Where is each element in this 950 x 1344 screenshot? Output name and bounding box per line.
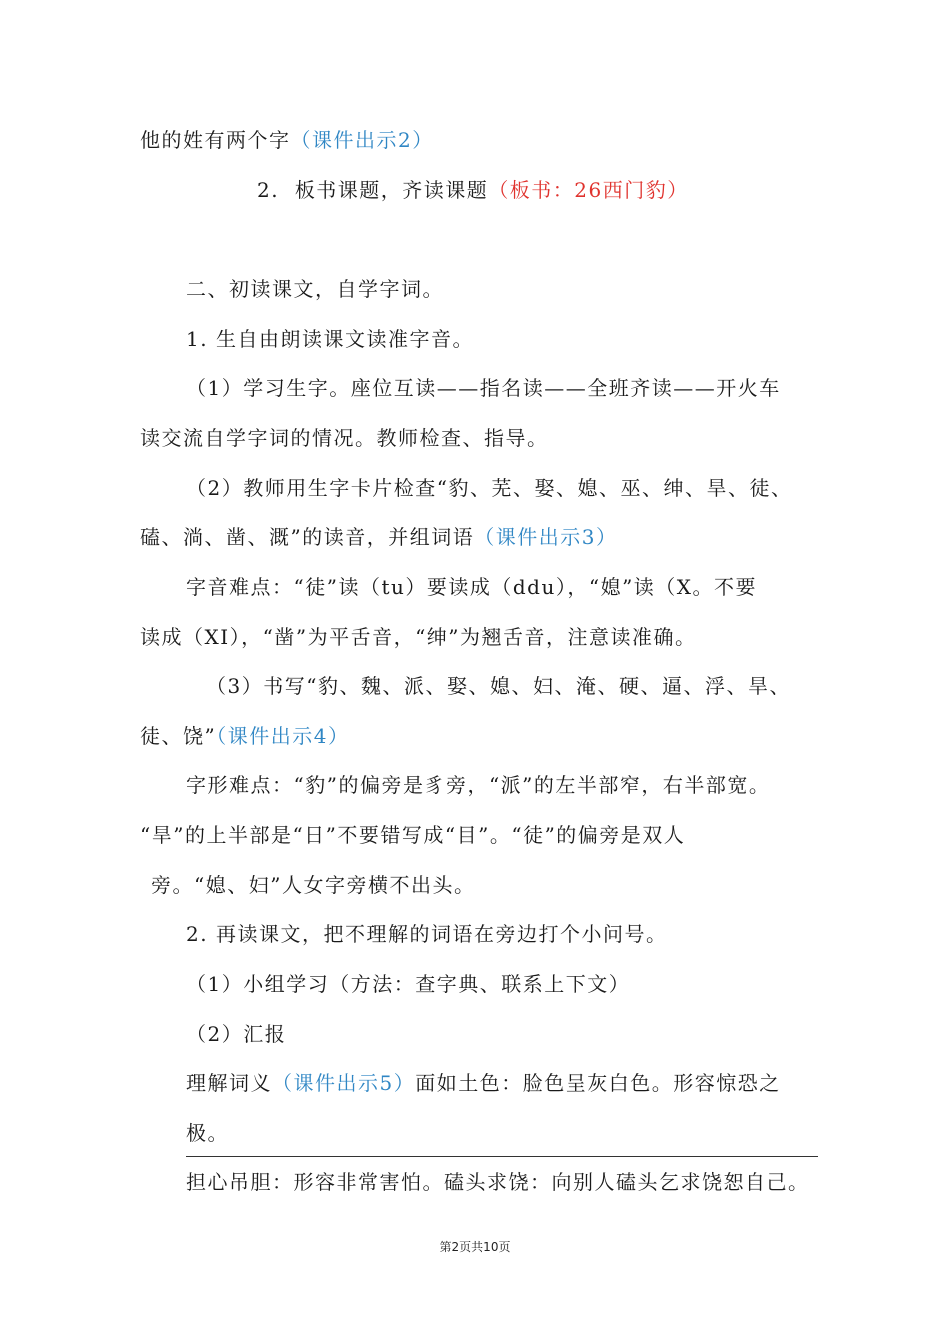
text-span: 磕、淌、凿、溉”的读音，并组词语 [140, 525, 475, 549]
text-line-7: （2）教师用生字卡片检查“豹、芜、娶、媳、巫、绅、旱、徒、 [186, 476, 793, 500]
text-line-12 [140, 722, 349, 750]
text-line-8 [140, 523, 617, 551]
courseware-note: （课件出示5） [272, 1071, 416, 1095]
text-span: 板书课题，齐读课题 [294, 178, 489, 202]
text-span: 面如土色：脸色呈灰白色。形容惊恐之 [415, 1071, 781, 1095]
text-line-19 [186, 1069, 781, 1097]
text-line-18: （2）汇报 [186, 1022, 287, 1046]
text-line-5: （1）学习生字。座位互读——指名读——全班齐读——开火车 [186, 376, 781, 400]
text-line-21: 担心吊胆：形容非常害怕。磕头求饶：向别人磕头乞求饶恕自己。 [186, 1170, 810, 1194]
text-span: 他的姓有两个字 [140, 128, 291, 152]
text-line-9: 字音难点：“徒”读（tu）要读成（ddu），“媳”读（X。不要 [186, 575, 758, 599]
divider-line [186, 1156, 818, 1157]
text-line-20: 极。 [186, 1121, 229, 1145]
text-line-14: “旱”的上半部是“日”不要错写成“目”。“徒”的偏旁是双人 [140, 823, 686, 847]
text-span: 理解词义 [186, 1071, 272, 1095]
text-line-1 [140, 126, 434, 154]
blackboard-note: （板书：26西门豹） [488, 178, 689, 202]
text-line-4: 1. 生自由朗读课文读准字音。 [186, 327, 474, 351]
page-footer: 第2页共10页 [439, 1240, 511, 1254]
section-heading: 二、初读课文，自学字词。 [186, 277, 444, 301]
text-line-2 [257, 176, 689, 204]
text-line-11: （3）书写“豹、魏、派、娶、媳、妇、淹、硬、逼、浮、旱、 [206, 674, 791, 698]
courseware-note: （课件出示3） [474, 525, 618, 549]
text-line-6: 读交流自学字词的情况。教师检查、指导。 [140, 426, 549, 450]
courseware-note: （课件出示2） [290, 128, 434, 152]
text-line-13: 字形难点：“豹”的偏旁是豸旁，“派”的左半部窄，右半部宽。 [186, 773, 771, 797]
text-line-10: 读成（XI），“凿”为平舌音，“绅”为翘舌音，注意读准确。 [140, 625, 697, 649]
list-number: 2. [257, 178, 280, 202]
text-line-17: （1）小组学习（方法：查字典、联系上下文） [186, 972, 631, 996]
courseware-note: （课件出示4） [216, 724, 350, 748]
text-span: 徒、饶” [140, 724, 217, 748]
text-line-16: 2. 再读课文，把不理解的词语在旁边打个小问号。 [186, 922, 668, 946]
text-line-15: 旁。“媳、妇”人女字旁横不出头。 [151, 873, 476, 897]
